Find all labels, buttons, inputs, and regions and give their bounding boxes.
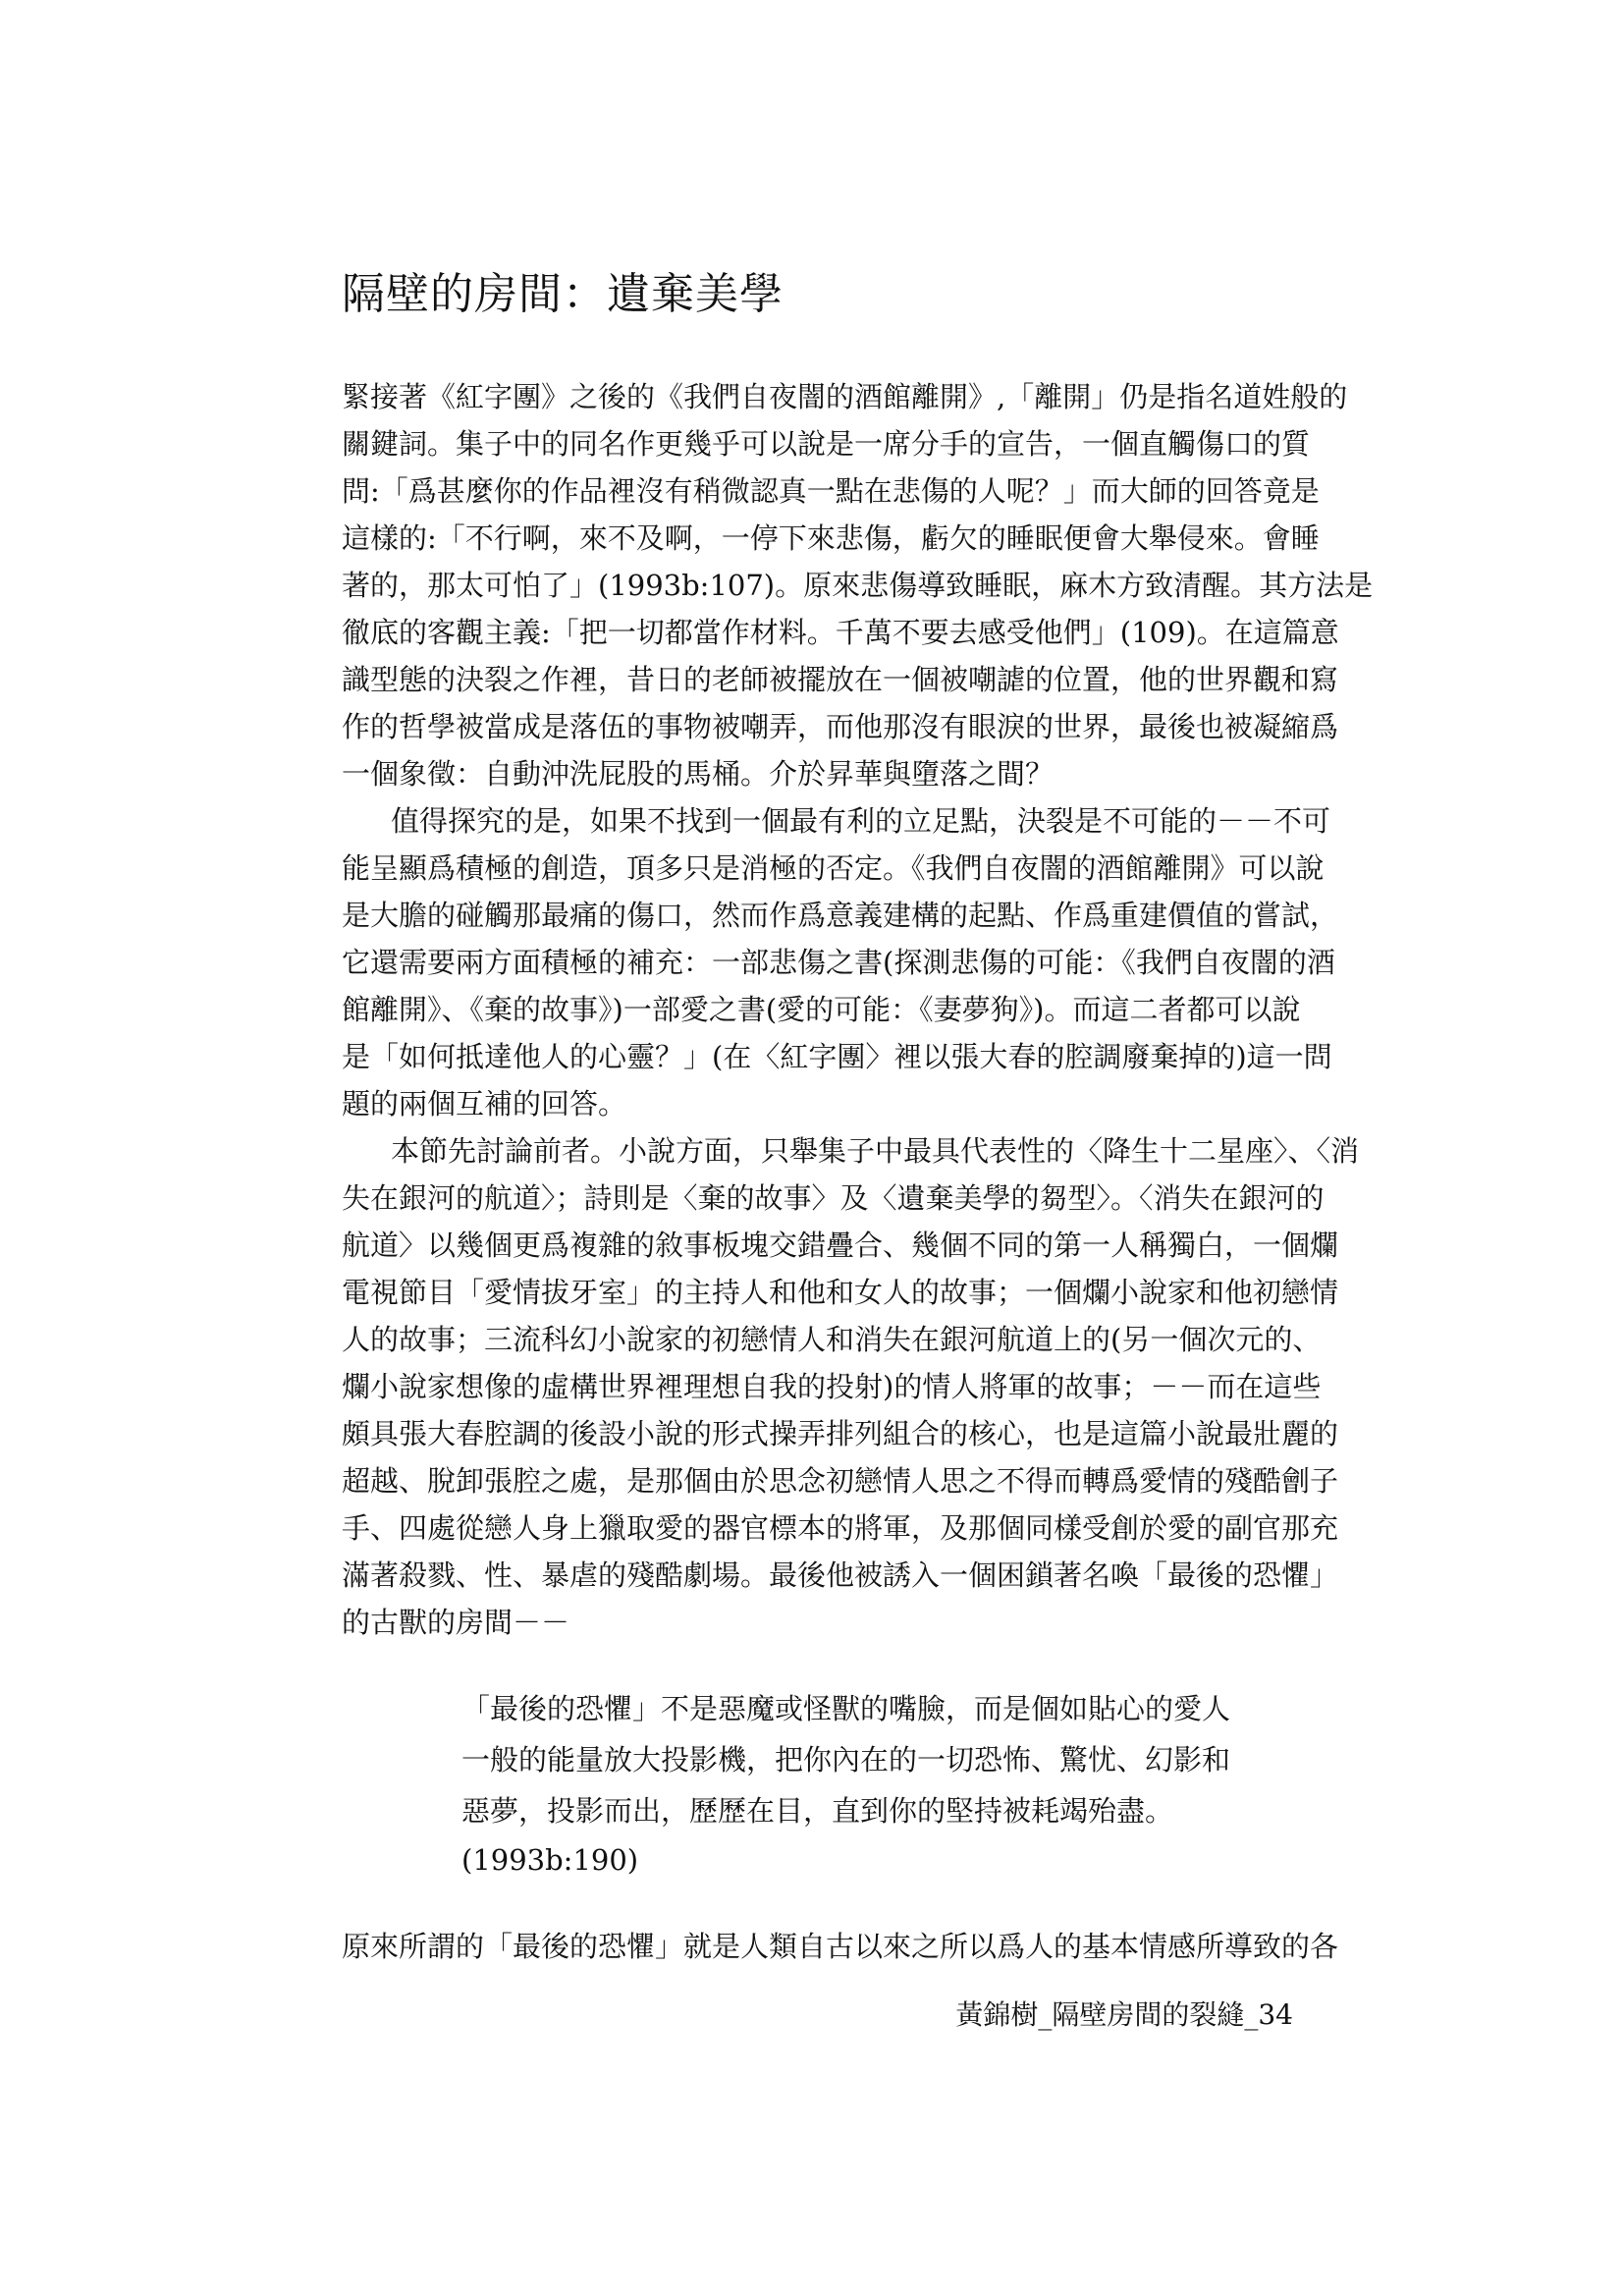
quote-citation: (1993b:190)	[461, 1843, 639, 1877]
section-title: 隔壁的房間：遺棄美學	[342, 269, 784, 319]
paragraph-line: 是「如何抵達他人的心靈？」(在〈紅字團〉裡以張大春的腔調廢棄掉的)這一問	[342, 1040, 1332, 1073]
paragraph-line: 它還需要兩方面積極的補充：一部悲傷之書(探測悲傷的可能：《我們自夜闇的酒	[342, 946, 1335, 979]
paragraph-line: 題的兩個互補的回答。	[342, 1087, 627, 1121]
paragraph-line: 人的故事；三流科幻小說家的初戀情人和消失在銀河航道上的(另一個次元的、	[342, 1323, 1322, 1356]
paragraph-line: 徹底的客觀主義:「把一切都當作材料。千萬不要去感受他們」(109)。在這篇意	[342, 616, 1339, 649]
paragraph-line: 館離開》、《棄的故事》)一部愛之書(愛的可能：《妻夢狗》)。而這二者都可以說	[342, 993, 1301, 1026]
paragraph-line: 是大膽的碰觸那最痛的傷口，然而作爲意義建構的起點、作爲重建價值的嘗試，	[342, 899, 1339, 932]
paragraph-line: 滿著殺戮、性、暴虐的殘酷劇場。最後他被誘入一個困鎖著名喚「最後的恐懼」	[342, 1558, 1339, 1592]
paragraph-line: 電視節目「愛情拔牙室」的主持人和他和女人的故事；一個爛小說家和他初戀情	[342, 1276, 1339, 1309]
quote-line: 「最後的恐懼」不是惡魔或怪獸的嘴臉，而是個如貼心的愛人	[461, 1692, 1231, 1725]
paragraph-line: 航道〉以幾個更爲複雜的敘事板塊交錯疊合、幾個不同的第一人稱獨白，一個爛	[342, 1229, 1339, 1262]
paragraph-line: 的古獸的房間－－	[342, 1606, 570, 1639]
paragraph-line: 著的，那太可怕了」(1993b:107)。原來悲傷導致睡眠，麻木方致清醒。其方法是	[342, 569, 1374, 602]
paragraph-line: 識型態的決裂之作裡，昔日的老師被擺放在一個被嘲謔的位置，他的世界觀和寫	[342, 663, 1339, 696]
page-footer: 黃錦樹_隔壁房間的裂縫_34	[955, 1998, 1293, 2031]
paragraph-line: 值得探究的是，如果不找到一個最有利的立足點，決裂是不可能的－－不可	[391, 804, 1331, 838]
paragraph-line: 原來所謂的「最後的恐懼」就是人類自古以來之所以爲人的基本情感所導致的各	[342, 1930, 1339, 1963]
paragraph-line: 一個象徵：自動沖洗屁股的馬桶。介於昇華與墮落之間？	[342, 757, 1055, 791]
paragraph-line: 本節先討論前者。小說方面，只舉集子中最具代表性的〈降生十二星座〉、〈消	[391, 1134, 1360, 1168]
paragraph-line: 這樣的:「不行啊，來不及啊，一停下來悲傷，虧欠的睡眠便會大舉侵來。會睡	[342, 521, 1320, 555]
paragraph-line: 失在銀河的航道〉；詩則是〈棄的故事〉及〈遺棄美學的芻型〉。〈消失在銀河的	[342, 1181, 1325, 1215]
paragraph-line: 超越、脫卸張腔之處，是那個由於思念初戀情人思之不得而轉爲愛情的殘酷劊子	[342, 1464, 1339, 1498]
paragraph-line: 關鍵詞。集子中的同名作更幾乎可以說是一席分手的宣告，一個直觸傷口的質	[342, 427, 1311, 461]
paragraph-line: 作的哲學被當成是落伍的事物被嘲弄，而他那沒有眼淚的世界，最後也被凝縮爲	[342, 710, 1339, 743]
quote-line: 惡夢，投影而出，歷歷在目，直到你的堅持被耗竭殆盡。	[461, 1794, 1174, 1828]
paragraph-line: 問:「爲甚麼你的作品裡沒有稍微認真一點在悲傷的人呢？」而大師的回答竟是	[342, 474, 1320, 508]
quote-line: 一般的能量放大投影機，把你內在的一切恐怖、驚忧、幻影和	[461, 1743, 1231, 1777]
paragraph-line: 緊接著《紅字團》之後的《我們自夜闇的酒館離開》,「離開」仍是指名道姓般的	[342, 380, 1348, 413]
paragraph-line: 能呈顯爲積極的創造，頂多只是消極的否定。《我們自夜闇的酒館離開》可以說	[342, 851, 1325, 885]
paragraph-line: 頗具張大春腔調的後設小說的形式操弄排列組合的核心，也是這篇小說最壯麗的	[342, 1417, 1339, 1450]
paragraph-line: 手、四處從戀人身上獵取愛的器官標本的將軍，及那個同樣受創於愛的副官那充	[342, 1511, 1339, 1545]
paragraph-line: 爛小說家想像的虛構世界裡理想自我的投射)的情人將軍的故事；－－而在這些	[342, 1370, 1322, 1403]
